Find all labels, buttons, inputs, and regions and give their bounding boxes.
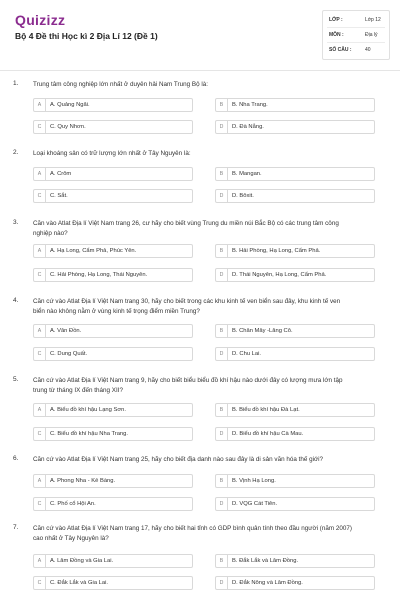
option-text: C. Đắk Lắk và Gia Lai.: [50, 580, 108, 586]
option-text: C. Hải Phòng, Hạ Long, Thái Nguyên.: [50, 272, 148, 278]
meta-key: MÔN :: [329, 32, 344, 38]
option-text: B. Biểu đồ khí hậu Đà Lạt.: [232, 407, 300, 413]
option-letter: C: [34, 269, 46, 281]
option-text: C. Quy Nhơn.: [50, 124, 86, 130]
meta-divider: [327, 27, 385, 28]
option-letter: C: [34, 428, 46, 440]
option-letter: A: [34, 555, 46, 567]
question-number: 5.: [13, 376, 19, 383]
option-letter: C: [34, 348, 46, 360]
option-text: A. Lâm Đồng và Gia Lai.: [50, 558, 114, 564]
quiz-meta-box: [322, 10, 390, 60]
option-d[interactable]: [215, 347, 375, 361]
option-b[interactable]: [215, 474, 375, 488]
option-letter: D: [216, 190, 228, 202]
option-text: A. Hạ Long, Cẩm Phả, Phúc Yên.: [50, 248, 137, 254]
meta-value: Địa lý: [365, 32, 378, 38]
option-b[interactable]: [215, 403, 375, 417]
option-text: C. Biểu đồ khí hậu Nha Trang.: [50, 431, 128, 437]
option-text: B. Vịnh Hạ Long.: [232, 478, 276, 484]
option-a[interactable]: [33, 554, 193, 568]
option-letter: D: [216, 498, 228, 510]
option-c[interactable]: [33, 576, 193, 590]
option-text: B. Nha Trang.: [232, 102, 268, 108]
question-number: 1.: [13, 80, 19, 87]
option-letter: C: [34, 577, 46, 589]
header: [0, 0, 400, 71]
option-d[interactable]: [215, 497, 375, 511]
option-letter: B: [216, 475, 228, 487]
meta-value: Lớp 12: [365, 17, 381, 23]
option-d[interactable]: [215, 189, 375, 203]
option-a[interactable]: [33, 403, 193, 417]
meta-value: 40: [365, 47, 371, 53]
option-letter: D: [216, 121, 228, 133]
option-c[interactable]: [33, 497, 193, 511]
option-letter: D: [216, 428, 228, 440]
option-text: A. Quảng Ngãi.: [50, 102, 90, 108]
option-text: A. Crôm: [50, 171, 72, 177]
option-text: D. Chu Lai.: [232, 351, 261, 357]
option-d[interactable]: [215, 268, 375, 282]
option-text: B. Chân Mây -Lăng Cô.: [232, 328, 293, 334]
option-c[interactable]: [33, 347, 193, 361]
option-letter: B: [216, 168, 228, 180]
option-letter: C: [34, 498, 46, 510]
question-text: Căn cứ vào Atlat Địa lí Việt Nam trang 17, hãy cho biết hai tỉnh có GDP bình quân tính theo đầu người (năm 2007) cao nhất ở Tây Nguyên là?: [33, 525, 352, 542]
option-text: B. Đắk Lắk và Lâm Đồng.: [232, 558, 299, 564]
option-letter: A: [34, 245, 46, 257]
question-text: Căn cứ vào Atlat Địa lí Việt Nam trang 30, hãy cho biết trong các khu kinh tế ven biển sau đây, khu kinh tế ven biển nào không nằm ở vùng kinh tế trọng điểm miền Trung?: [33, 298, 341, 315]
option-a[interactable]: [33, 474, 193, 488]
option-letter: B: [216, 245, 228, 257]
question-number: 6.: [13, 455, 19, 462]
question-number: 4.: [13, 297, 19, 304]
option-b[interactable]: [215, 324, 375, 338]
option-a[interactable]: [33, 324, 193, 338]
question-text: Căn cứ vào Atlat Địa lí Việt Nam trang 25, hãy cho biết địa danh nào sau đây là di sản văn hóa thế giới?: [33, 456, 324, 463]
question-text: Trung tâm công nghiệp lớn nhất ở duyên hải Nam Trung Bộ là:: [33, 81, 208, 88]
option-letter: A: [34, 475, 46, 487]
option-a[interactable]: [33, 244, 193, 258]
option-text: A. Biểu đồ khí hậu Lạng Sơn.: [50, 407, 126, 413]
option-text: D. Biểu đồ khí hậu Cà Mau.: [232, 431, 304, 437]
option-c[interactable]: [33, 427, 193, 441]
option-b[interactable]: [215, 554, 375, 568]
option-text: D. Đà Nẵng.: [232, 124, 264, 130]
option-c[interactable]: [33, 268, 193, 282]
option-text: D. Bôxit.: [232, 193, 254, 199]
option-text: A. Vân Đồn.: [50, 328, 82, 334]
option-text: D. Đắk Nông và Lâm Đồng.: [232, 580, 303, 586]
option-letter: B: [216, 325, 228, 337]
option-text: C. Sắt.: [50, 193, 68, 199]
option-letter: B: [216, 404, 228, 416]
option-letter: A: [34, 404, 46, 416]
option-text: C. Phố cổ Hội An.: [50, 501, 96, 507]
option-c[interactable]: [33, 120, 193, 134]
option-d[interactable]: [215, 427, 375, 441]
option-a[interactable]: [33, 98, 193, 112]
question-text: Căn cứ vào Atlat Địa lí Việt Nam trang 9, hãy cho biết biểu biểu đồ khí hậu nào dưới đây có lượng mưa lớn tập trung từ tháng IX đến tháng XII?: [33, 377, 343, 394]
option-letter: A: [34, 99, 46, 111]
question-number: 3.: [13, 219, 19, 226]
option-letter: D: [216, 269, 228, 281]
option-b[interactable]: [215, 98, 375, 112]
meta-class: [329, 14, 385, 26]
option-text: D. VQG Cát Tiên.: [232, 501, 278, 507]
page-title: Bộ 4 Đề thi Học kì 2 Địa Lí 12 (Đề 1): [15, 31, 158, 41]
option-letter: A: [34, 168, 46, 180]
option-letter: B: [216, 99, 228, 111]
option-text: A. Phong Nha - Kẻ Bàng.: [50, 478, 116, 484]
question-text: Căn vào Atlat Địa lí Việt Nam trang 26, cư hãy cho biết vùng Trung du miền núi Bắc Bộ có các trung tâm công nghiệp nào?: [33, 220, 339, 237]
meta-count: [329, 44, 385, 56]
meta-key: LỚP :: [329, 17, 343, 23]
option-letter: D: [216, 348, 228, 360]
option-letter: C: [34, 121, 46, 133]
option-c[interactable]: [33, 189, 193, 203]
quizizz-logo: Quizizz: [15, 12, 66, 28]
meta-divider: [327, 42, 385, 43]
option-letter: B: [216, 555, 228, 567]
option-text: D. Thái Nguyên, Hạ Long, Cẩm Phả.: [232, 272, 327, 278]
option-letter: A: [34, 325, 46, 337]
option-letter: C: [34, 190, 46, 202]
option-b[interactable]: [215, 244, 375, 258]
option-d[interactable]: [215, 576, 375, 590]
option-b[interactable]: [215, 167, 375, 181]
option-text: C. Dung Quất.: [50, 351, 88, 357]
option-letter: D: [216, 577, 228, 589]
question-number: 2.: [13, 149, 19, 156]
question-number: 7.: [13, 524, 19, 531]
meta-subject: [329, 29, 385, 41]
option-text: B. Hải Phòng, Hạ Long, Cẩm Phả.: [232, 248, 321, 254]
meta-key: SỐ CÂU :: [329, 47, 352, 53]
question-text: Loại khoáng sản có trữ lượng lớn nhất ở Tây Nguyên là:: [33, 150, 191, 157]
option-a[interactable]: [33, 167, 193, 181]
option-text: B. Mangan.: [232, 171, 262, 177]
option-d[interactable]: [215, 120, 375, 134]
